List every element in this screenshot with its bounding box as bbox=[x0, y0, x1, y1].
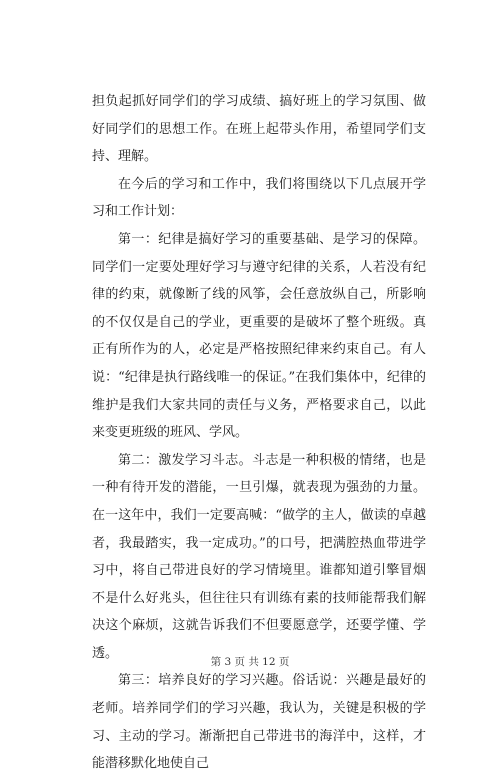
paragraph-first-point: 第一：纪律是搞好学习的重要基础、是学习的保障。同学们一定要处理好学习与遵守纪律的关系，人若没有纪律的约束，就像断了线的风筝，会任意放纵自己，所影响的不仅仅是自己的学业，更重要的是破坏了整个班级。真正有所作为的人，必定是严格按照纪律来约束自己。有人说：“纪律是执行路线唯一的保证。”在我们集体中，纪律的维护是我们大家共同的责任与义务，严格要求自己，以此来变更班级的班风、学风。 bbox=[92, 231, 426, 441]
paragraph-continuation: 担负起抓好同学们的学习成绩、搞好班上的学习氛围、做好同学们的思想工作。在班上起带头作用，希望同学们支持、理解。 bbox=[92, 94, 426, 165]
paragraph-third-point: 第三：培养良好的学习兴趣。俗话说：兴趣是最好的老师。培养同学们的学习兴趣，我认为，关键是积极的学习、主动的学习。渐渐把自己带进书的海洋中，这样，才能潜移默化地使自己 bbox=[92, 673, 426, 772]
page-footer: 第 3 页 共 12 页 bbox=[210, 656, 290, 668]
paragraph-intro: 在今后的学习和工作中，我们将围绕以下几点展开学习和工作计划： bbox=[92, 176, 426, 220]
paragraph-second-point: 第二：激发学习斗志。斗志是一种积极的情绪，也是一种有待开发的潜能，一旦引爆，就表现为强劲的力量。在一这年中，我们一定要高喊：“做学的主人，做读的卓越者，我最踏实，我一定成功。”的口号，把满腔热血带进学习中，将自己带进良好的学习情境里。谁都知道引擎冒烟不是什么好兆头，但往往只有训练有素的技师能帮我们解决这个麻烦，这就告诉我们不但要愿意学，还要学懂、学透。 bbox=[92, 452, 426, 661]
body-text bbox=[92, 88, 426, 778]
